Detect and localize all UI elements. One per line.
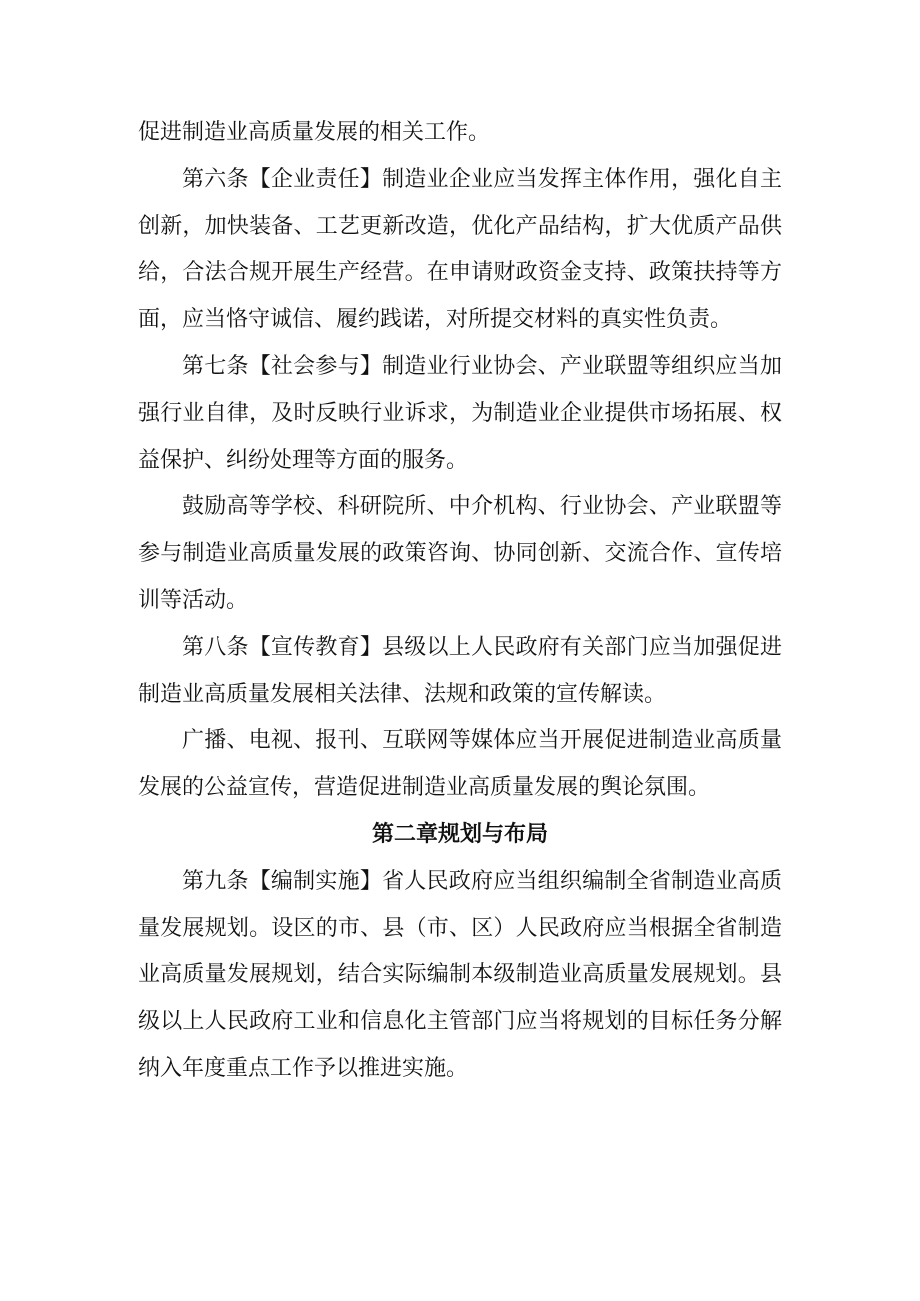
article-7-paragraph-2: 鼓励高等学校、科研院所、中介机构、行业协会、产业联盟等参与制造业高质量发展的政策咨询、协同创新、交流合作、宣传培训等活动。 <box>138 494 782 613</box>
article-8-paragraph-2: 广播、电视、报刊、互联网等媒体应当开展促进制造业高质量发展的公益宣传，营造促进制造业高质量发展的舆论氛围。 <box>138 728 782 801</box>
paragraph-continuation: 促进制造业高质量发展的相关工作。 <box>138 120 491 145</box>
article-7-social-participation: 第七条【社会参与】制造业行业协会、产业联盟等组织应当加强行业自律，及时反映行业诉求，为制造业企业提供市场拓展、权益保护、纠纷处理等方面的服务。 <box>138 353 782 473</box>
document-body <box>138 110 782 1093</box>
article-9-planning-implementation: 第九条【编制实施】省人民政府应当组织编制全省制造业高质量发展规划。设区的市、县（市、区）人民政府应当根据全省制造业高质量发展规划，结合实际编制本级制造业高质量发展规划。县级以上人民政府工业和信息化主管部门应当将规划的目标任务分解纳入年度重点工作予以推进实施。 <box>138 868 782 1081</box>
article-8-publicity-education: 第八条【宣传教育】县级以上人民政府有关部门应当加强促进制造业高质量发展相关法律、法规和政策的宣传解读。 <box>138 634 782 707</box>
chapter-heading: 第二章规划与布局 <box>371 821 548 847</box>
article-6-enterprise-responsibility: 第六条【企业责任】制造业企业应当发挥主体作用，强化自主创新，加快装备、工艺更新改造，优化产品结构，扩大优质产品供给，合法合规开展生产经营。在申请财政资金支持、政策扶持等方面，应当恪守诚信、履约践诺，对所提交材料的真实性负责。 <box>138 166 782 333</box>
